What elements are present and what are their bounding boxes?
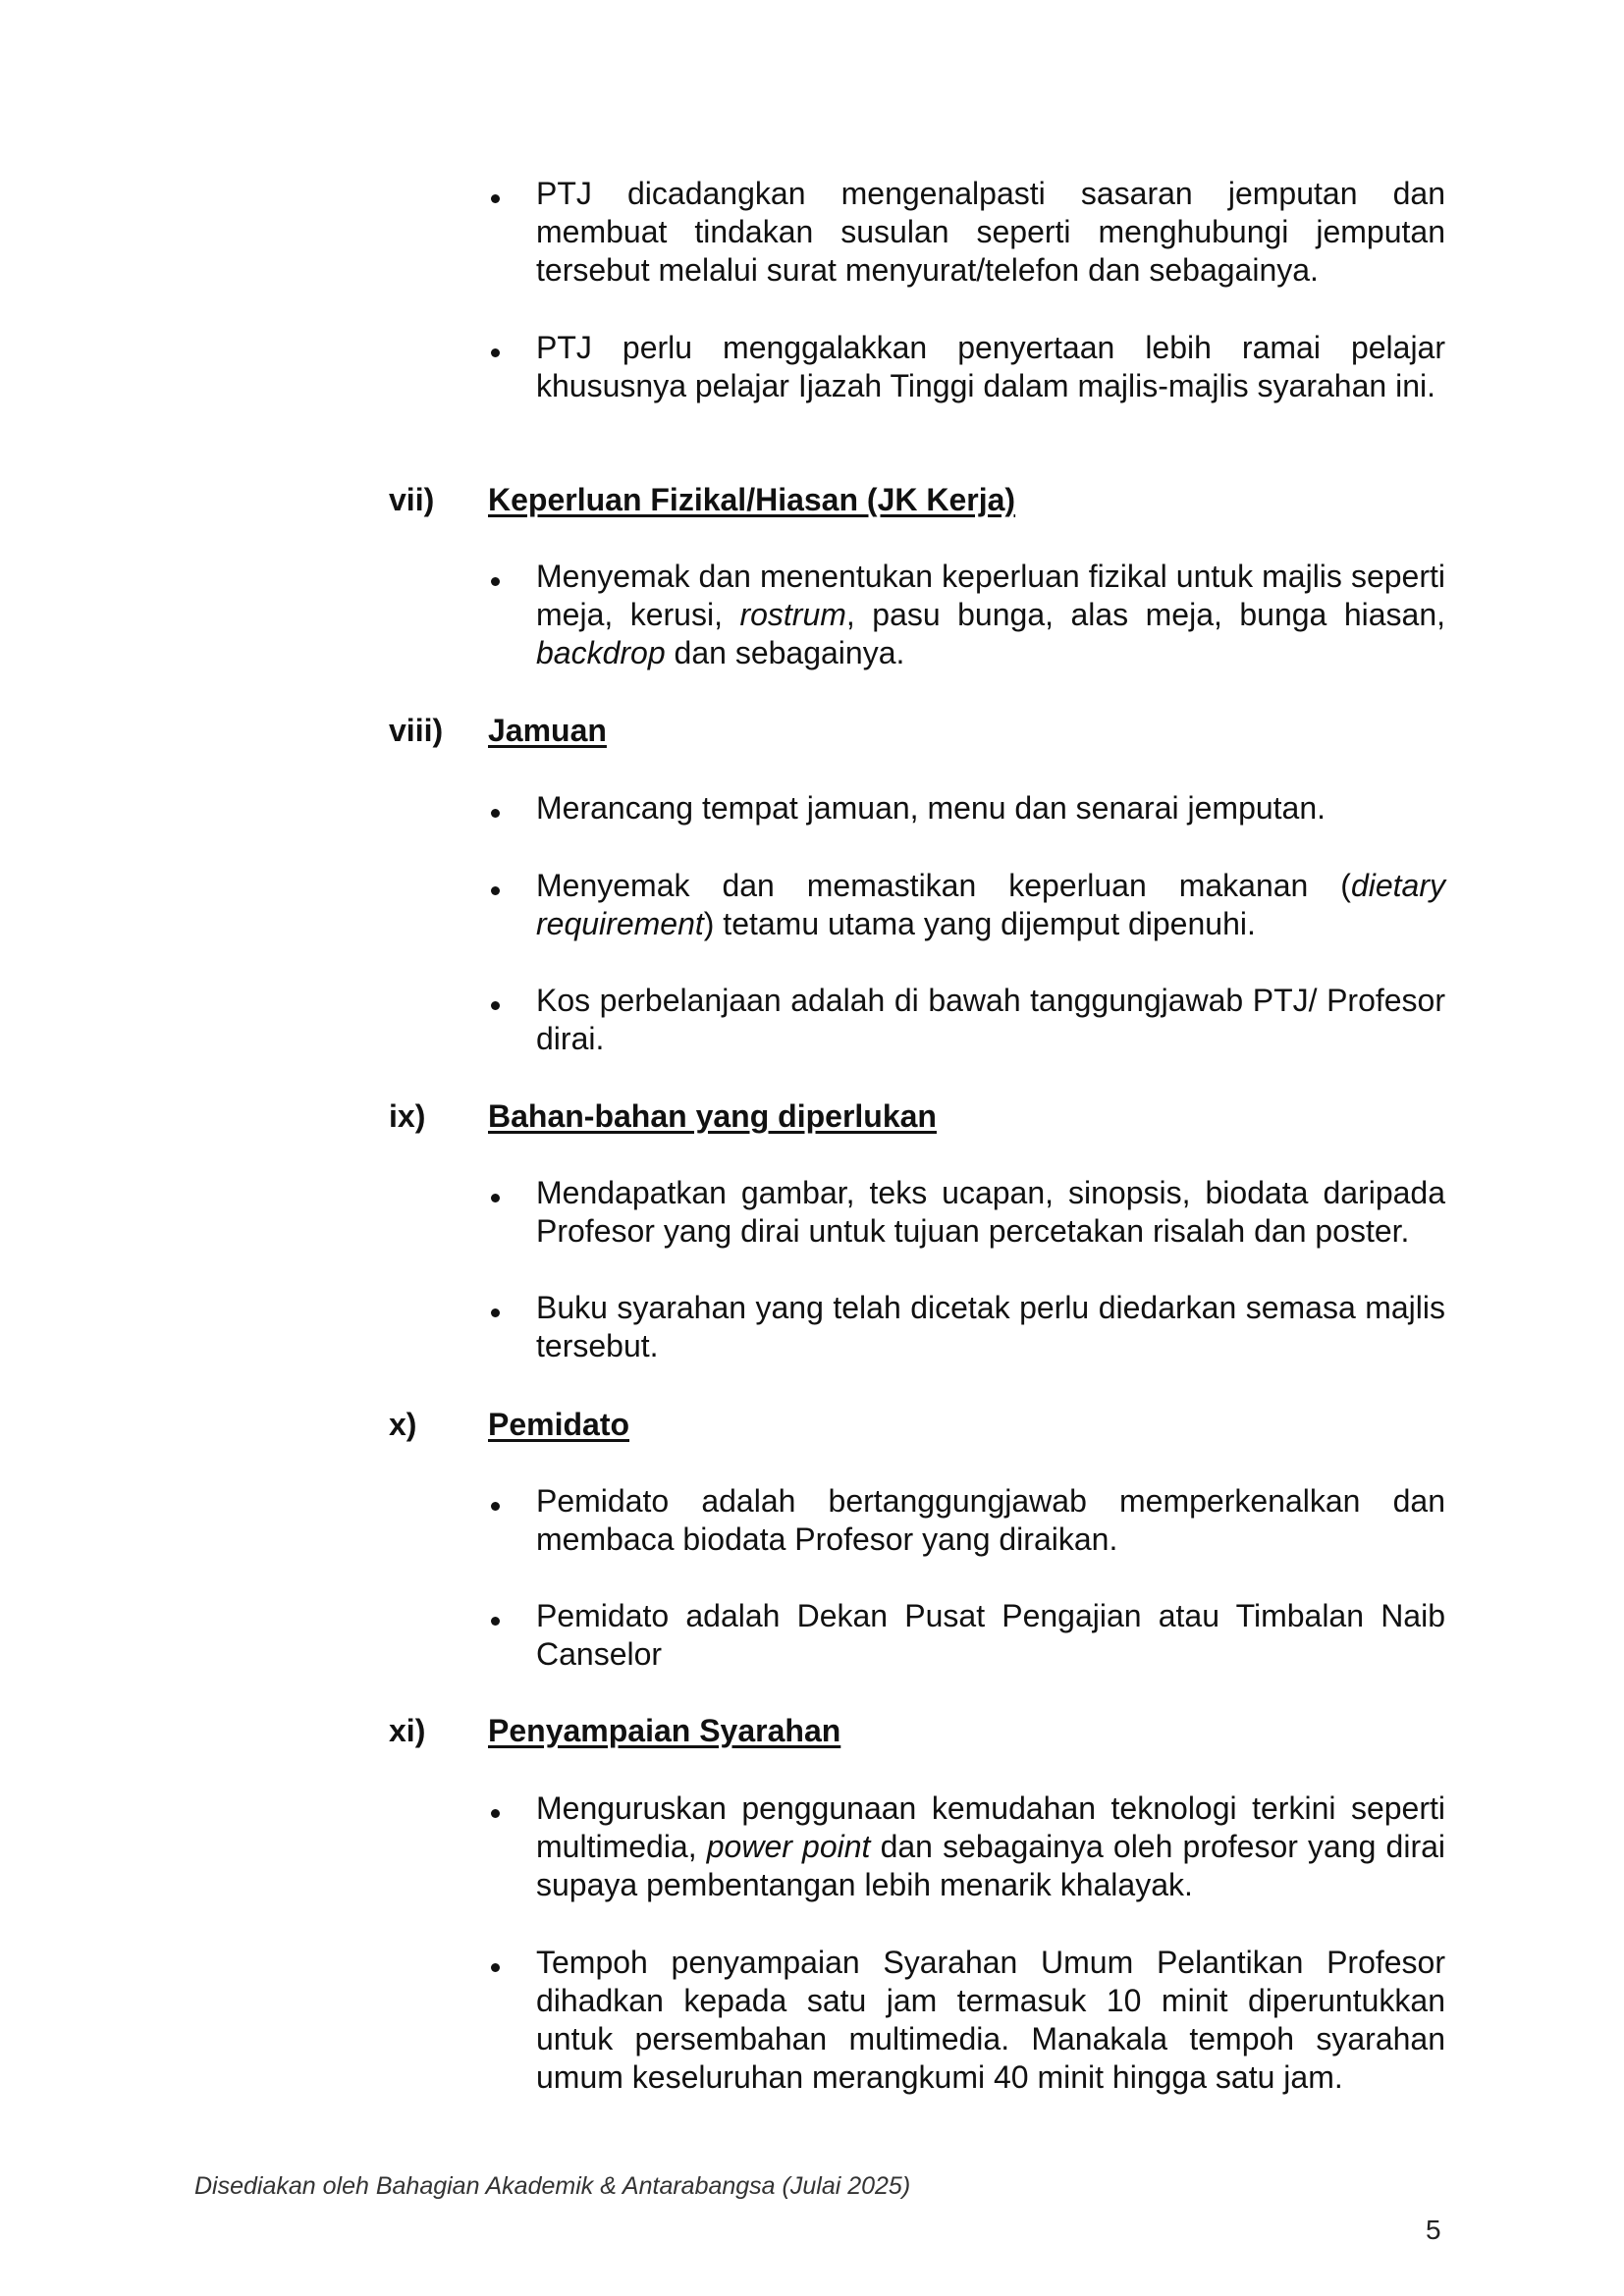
text-run: dan sebagainya. [665,635,905,670]
bullet-text: Mendapatkan gambar, teks ucapan, sinopsis, biodata daripada Profesor yang dirai untuk tujuan percetakan risalah dan poster. [536,1175,1445,1249]
bullet-dot [491,886,500,895]
bullet-dot [491,348,500,357]
text-run: Menyemak dan menentukan keperluan fizikal untuk majlis seperti meja, kerusi, [536,559,1445,632]
list-item [491,867,1445,943]
list-item [491,329,1445,405]
bullet-dot [491,1502,500,1511]
list-item [491,789,1445,828]
list-item [491,1289,1445,1365]
text-run: dan sebagainya oleh profesor yang dirai supaya pembentangan lebih menarik khalayak. [536,1829,1446,1902]
bullet-dot [491,577,500,586]
bullet-text: Kos perbelanjaan adalah di bawah tanggungjawab PTJ/ Profesor dirai. [536,983,1445,1056]
bullet-text: PTJ perlu menggalakkan penyertaan lebih ramai pelajar khususnya pelajar Ijazah Tinggi dalam majlis-majlis syarahan ini. [536,330,1445,403]
bullet-text: Tempoh penyampaian Syarahan Umum Pelantikan Profesor dihadkan kepada satu jam termasuk 10 minit diperuntukkan untuk persembahan multimedia. Manakala tempoh syarahan umum keseluruhan merangkumi 40 minit hingga satu jam. [536,1945,1445,2095]
section-heading: Pemidato [488,1407,630,1442]
section-number: viii) [389,713,444,748]
list-item [491,982,1445,1058]
bullet-text: Pemidato adalah bertanggungjawab memperkenalkan dan membaca biodata Profesor yang diraikan. [536,1483,1445,1557]
list-item [491,558,1445,672]
text-run: Menguruskan penggunaan kemudahan teknologi terkini seperti multimedia, [536,1790,1445,1864]
page-number: 5 [1426,2215,1441,2245]
footer-note: Disediakan oleh Bahagian Akademik & Antarabangsa (Julai 2025) [194,2172,911,2200]
text-run: , pasu bunga, alas meja, bunga hiasan, [845,597,1446,632]
bullet-dot [491,1308,500,1317]
italic-run: backdrop [536,635,666,670]
bullet-dot [491,1809,500,1818]
list-item [491,1944,1445,2097]
bullet-dot [491,1617,500,1626]
bullet-text: Pemidato adalah Dekan Pusat Pengajian atau Timbalan Naib Canselor [536,1598,1445,1672]
list-item [491,175,1445,290]
list-item [491,1789,1445,1904]
bullet-text: Merancang tempat jamuan, menu dan senarai jemputan. [536,790,1326,826]
section-heading: Jamuan [488,713,607,748]
section-number: ix) [389,1098,426,1134]
section-heading: Bahan-bahan yang diperlukan [488,1098,937,1134]
bullet-dot [491,809,500,818]
bullet-text [536,1789,1445,1904]
italic-run: power point [706,1829,871,1864]
bullet-text [536,558,1445,672]
bullet-dot [491,194,500,203]
text-run: Menyemak dan memastikan keperluan makanan ( [536,868,1351,903]
list-item [491,1482,1445,1559]
italic-run: rostrum [739,597,846,632]
bullet-dot [491,1963,500,1972]
section-heading: Penyampaian Syarahan [488,1713,841,1748]
section-heading: Keperluan Fizikal/Hiasan (JK Kerja) [488,482,1016,517]
list-item [491,1174,1445,1251]
section-number: xi) [389,1713,426,1748]
bullet-text: Buku syarahan yang telah dicetak perlu diedarkan semasa majlis tersebut. [536,1290,1445,1363]
section-number: x) [389,1407,417,1442]
section-number: vii) [389,482,435,517]
text-run: ) tetamu utama yang dijemput dipenuhi. [703,906,1256,941]
bullet-dot [491,1001,500,1010]
italic-run: dietary requirement [536,868,1445,941]
bullet-dot [491,1194,500,1202]
list-item [491,1597,1445,1674]
bullet-text [536,867,1445,943]
bullet-text: PTJ dicadangkan mengenalpasti sasaran jemputan dan membuat tindakan susulan seperti menghubungi jemputan tersebut melalui surat menyurat/telefon dan sebagainya. [536,176,1445,288]
